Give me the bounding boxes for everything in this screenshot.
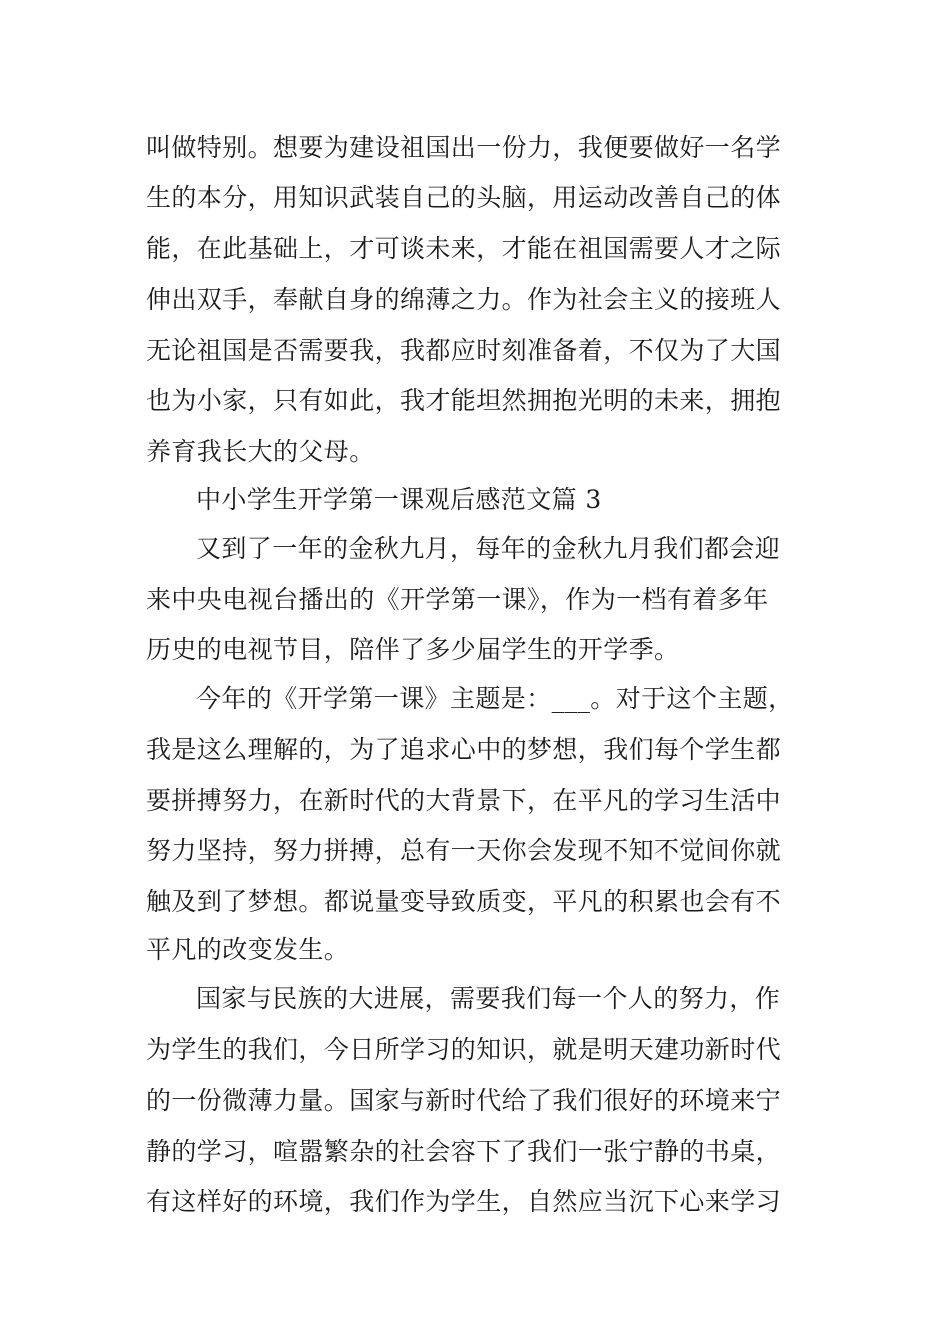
text-line: 历史的电视节目，陪伴了多少届学生的开学季。: [146, 635, 680, 664]
text-line: 为学生的我们，今日所学习的知识，就是明天建功新时代: [146, 1035, 782, 1064]
text-line: 今年的《开学第一课》主题是：___。对于这个主题，: [196, 684, 794, 713]
text-line: 叫做特别。想要为建设祖国出一份力，我便要做好一名学: [146, 133, 782, 162]
text-line: 国家与民族的大进展，需要我们每一个人的努力，作: [196, 984, 781, 1013]
text-line: 静的学习，喧嚣繁杂的社会容下了我们一张宁静的书桌，: [146, 1137, 782, 1166]
text-line: 无论祖国是否需要我，我都应时刻准备着，不仅为了大国: [146, 336, 782, 365]
text-line: 的一份微薄力量。国家与新时代给了我们很好的环境来宁: [146, 1086, 782, 1115]
text-line: 来中央电视台播出的《开学第一课》，作为一档有着多年: [146, 585, 769, 614]
text-line: 我是这么理解的，为了追求心中的梦想，我们每个学生都: [146, 735, 782, 764]
text-line: 有这样好的环境，我们作为学生，自然应当沉下心来学习: [146, 1187, 782, 1216]
text-line: 努力坚持，努力拼搏，总有一天你会发现不知不觉间你就: [146, 836, 782, 865]
text-line: 也为小家，只有如此，我才能坦然拥抱光明的未来，拥抱: [146, 386, 782, 415]
section-heading: 中小学生开学第一课观后感范文篇 3: [196, 485, 602, 514]
text-line: 要拼搏努力，在新时代的大背景下，在平凡的学习生活中: [146, 786, 782, 815]
text-line: 生的本分，用知识武装自己的头脑，用运动改善自己的体: [146, 183, 782, 212]
text-line: 能，在此基础上，才可谈未来，才能在祖国需要人才之际: [146, 234, 782, 263]
text-line: 触及到了梦想。都说量变导致质变，平凡的积累也会有不: [146, 887, 782, 916]
text-line: 又到了一年的金秋九月，每年的金秋九月我们都会迎: [196, 534, 781, 563]
text-line: 伸出双手，奉献自身的绵薄之力。作为社会主义的接班人: [146, 285, 782, 314]
text-line: 平凡的改变发生。: [146, 935, 350, 964]
text-line: 养育我长大的父母。: [146, 437, 375, 466]
